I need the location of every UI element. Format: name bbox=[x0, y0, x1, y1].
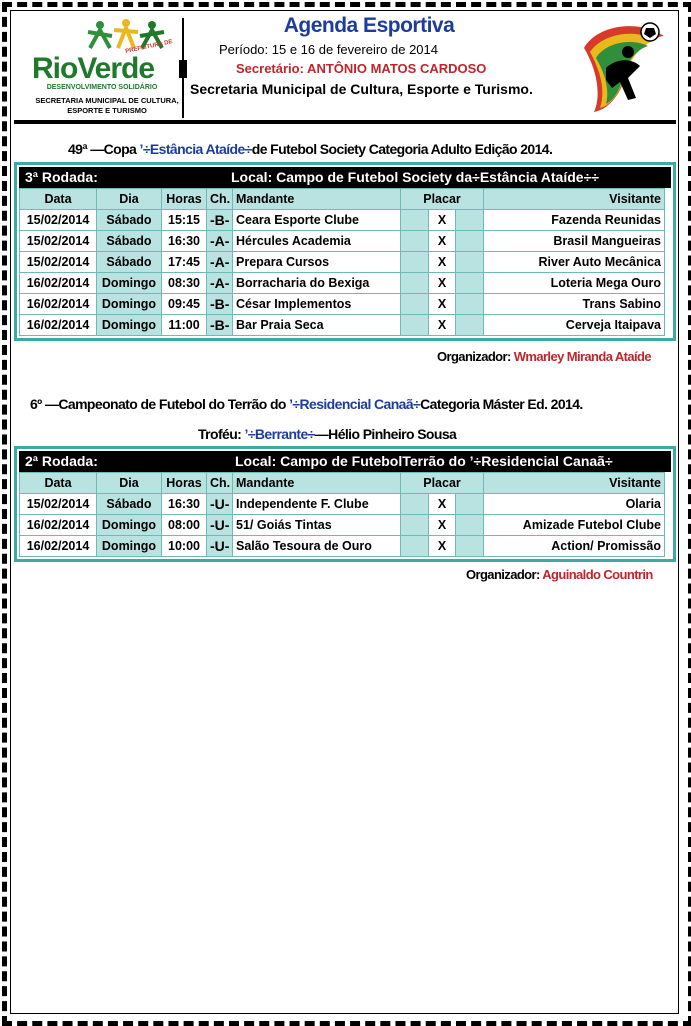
home-score bbox=[401, 294, 429, 315]
away-score bbox=[456, 210, 484, 231]
logo-secretaria-line2: ESPORTE E TURISMO bbox=[67, 106, 147, 115]
game-time: 16:30 bbox=[162, 231, 207, 252]
game-day: Sábado bbox=[97, 231, 162, 252]
page-header bbox=[14, 14, 676, 120]
game-field: -U- bbox=[207, 536, 233, 557]
game-date: 16/02/2014 bbox=[20, 273, 97, 294]
home-score bbox=[401, 273, 429, 294]
game-date: 15/02/2014 bbox=[20, 494, 97, 515]
away-score bbox=[456, 515, 484, 536]
period-text: Período: 15 e 16 de fevereiro de 2014 bbox=[219, 42, 438, 57]
competition2-round-header bbox=[19, 451, 671, 472]
away-team: Action/ Promissão bbox=[484, 536, 665, 557]
competition2-title bbox=[30, 396, 583, 412]
col-dia: Dia bbox=[97, 189, 162, 210]
score-separator: X bbox=[428, 273, 456, 294]
game-day: Sábado bbox=[97, 252, 162, 273]
game-date: 16/02/2014 bbox=[20, 536, 97, 557]
competition1-round: 3ª Rodada: bbox=[25, 169, 98, 185]
trophy-honoree: —Hélio Pinheiro Sousa bbox=[314, 426, 457, 442]
competition2-organizer bbox=[466, 567, 653, 582]
score-separator: X bbox=[428, 515, 456, 536]
away-team: River Auto Mecânica bbox=[484, 252, 665, 273]
competition1-table bbox=[14, 162, 676, 341]
game-field: -B- bbox=[207, 294, 233, 315]
competition1-title-venue: ’÷Estância Ataíde÷ bbox=[139, 141, 252, 157]
soccer-player-icon bbox=[576, 18, 672, 114]
home-team: César Implementos bbox=[233, 294, 401, 315]
competition1-games bbox=[19, 188, 665, 336]
home-team: Prepara Cursos bbox=[233, 252, 401, 273]
game-field: -B- bbox=[207, 210, 233, 231]
trophy-name: ’÷Berrante÷ bbox=[244, 426, 315, 442]
game-field: -A- bbox=[207, 252, 233, 273]
header-rule bbox=[14, 120, 676, 124]
competition2-round: 2ª Rodada: bbox=[25, 453, 98, 469]
table-row bbox=[20, 536, 665, 557]
away-score bbox=[456, 315, 484, 336]
home-team: Ceara Esporte Clube bbox=[233, 210, 401, 231]
away-team: Trans Sabino bbox=[484, 294, 665, 315]
logo-prefeitura-text: PREFEITURA DE bbox=[124, 39, 174, 55]
competition1-title-suffix: de Futebol Society Categoria Adulto Edição 2014. bbox=[251, 141, 553, 157]
game-field: -U- bbox=[207, 515, 233, 536]
col-mandante: Mandante bbox=[233, 189, 401, 210]
home-score bbox=[401, 515, 429, 536]
col-ch: Ch. bbox=[207, 189, 233, 210]
away-team: Brasil Mangueiras bbox=[484, 231, 665, 252]
score-separator: X bbox=[428, 294, 456, 315]
competition2-table bbox=[14, 446, 676, 562]
score-separator: X bbox=[428, 210, 456, 231]
soccer-player-logo bbox=[576, 18, 672, 114]
table-row bbox=[20, 252, 665, 273]
game-date: 16/02/2014 bbox=[20, 515, 97, 536]
col-horas: Horas bbox=[162, 189, 207, 210]
col-mandante: Mandante bbox=[233, 473, 401, 494]
away-score bbox=[456, 231, 484, 252]
game-time: 17:45 bbox=[162, 252, 207, 273]
game-time: 08:00 bbox=[162, 515, 207, 536]
game-time: 08:30 bbox=[162, 273, 207, 294]
competition2-title-prefix: 6º —Campeonato de Futebol do Terrão do bbox=[30, 396, 290, 412]
away-team: Loteria Mega Ouro bbox=[484, 273, 665, 294]
game-field: -B- bbox=[207, 315, 233, 336]
home-team: Bar Praia Seca bbox=[233, 315, 401, 336]
game-field: -U- bbox=[207, 494, 233, 515]
home-score bbox=[401, 252, 429, 273]
table-row bbox=[20, 273, 665, 294]
game-date: 16/02/2014 bbox=[20, 315, 97, 336]
organizer-label: Organizador: bbox=[466, 567, 543, 582]
score-separator: X bbox=[428, 231, 456, 252]
game-day: Sábado bbox=[97, 494, 162, 515]
away-score bbox=[456, 536, 484, 557]
competition2-location: Local: Campo de FutebolTerrão do ’÷Residencial Canaã÷ bbox=[235, 453, 613, 469]
home-score bbox=[401, 536, 429, 557]
table-row bbox=[20, 294, 665, 315]
competition1-round-header bbox=[19, 167, 671, 188]
home-score bbox=[401, 231, 429, 252]
game-date: 15/02/2014 bbox=[20, 210, 97, 231]
logo-secretaria-line1: SECRETARIA MUNICIPAL DE CULTURA, bbox=[35, 96, 179, 105]
game-time: 15:15 bbox=[162, 210, 207, 231]
col-data: Data bbox=[20, 189, 97, 210]
home-team: 51/ Goiás Tintas bbox=[233, 515, 401, 536]
game-date: 16/02/2014 bbox=[20, 294, 97, 315]
away-team: Amizade Futebol Clube bbox=[484, 515, 665, 536]
organizer-name: Wmarley Miranda Ataíde bbox=[513, 349, 652, 364]
home-score bbox=[401, 494, 429, 515]
score-separator: X bbox=[428, 494, 456, 515]
col-ch: Ch. bbox=[207, 473, 233, 494]
col-visitante: Visitante bbox=[484, 189, 665, 210]
logo-secretaria bbox=[32, 96, 182, 116]
away-score bbox=[456, 273, 484, 294]
game-date: 15/02/2014 bbox=[20, 252, 97, 273]
column-header-row bbox=[20, 473, 665, 494]
away-score bbox=[456, 294, 484, 315]
game-day: Domingo bbox=[97, 515, 162, 536]
home-team: Hércules Academia bbox=[233, 231, 401, 252]
competition1-location: Local: Campo de Futebol Society da÷Estância Ataíde÷÷ bbox=[231, 169, 599, 185]
organizer-label: Organizador: bbox=[437, 349, 514, 364]
game-time: 11:00 bbox=[162, 315, 207, 336]
col-dia: Dia bbox=[97, 473, 162, 494]
away-score bbox=[456, 252, 484, 273]
score-separator: X bbox=[428, 536, 456, 557]
table-row bbox=[20, 210, 665, 231]
game-time: 16:30 bbox=[162, 494, 207, 515]
game-time: 09:45 bbox=[162, 294, 207, 315]
rio-verde-logo bbox=[24, 18, 184, 118]
competition2-trophy bbox=[198, 426, 456, 442]
column-header-row bbox=[20, 189, 665, 210]
game-day: Sábado bbox=[97, 210, 162, 231]
trophy-label: Troféu: bbox=[198, 426, 245, 442]
home-team: Borracharia do Bexiga bbox=[233, 273, 401, 294]
away-team: Cerveja Itaipava bbox=[484, 315, 665, 336]
competition2-title-suffix: Categoria Máster Ed. 2014. bbox=[420, 396, 583, 412]
secretary-name: Secretário: ANTÔNIO MATOS CARDOSO bbox=[236, 61, 487, 76]
competition2-games bbox=[19, 472, 665, 557]
col-placar: Placar bbox=[401, 473, 484, 494]
home-score bbox=[401, 210, 429, 231]
game-field: -A- bbox=[207, 231, 233, 252]
home-team: Salão Tesoura de Ouro bbox=[233, 536, 401, 557]
header-divider-knob bbox=[179, 60, 187, 78]
competition1-title bbox=[68, 141, 552, 157]
competition1-organizer bbox=[437, 349, 651, 364]
game-date: 15/02/2014 bbox=[20, 231, 97, 252]
game-day: Domingo bbox=[97, 294, 162, 315]
game-time: 10:00 bbox=[162, 536, 207, 557]
col-visitante: Visitante bbox=[484, 473, 665, 494]
score-separator: X bbox=[428, 315, 456, 336]
col-data: Data bbox=[20, 473, 97, 494]
table-row bbox=[20, 315, 665, 336]
home-score bbox=[401, 315, 429, 336]
game-day: Domingo bbox=[97, 273, 162, 294]
game-field: -A- bbox=[207, 273, 233, 294]
page-title: Agenda Esportiva bbox=[283, 14, 455, 37]
home-team: Independente F. Clube bbox=[233, 494, 401, 515]
game-day: Domingo bbox=[97, 536, 162, 557]
table-row bbox=[20, 515, 665, 536]
table-row bbox=[20, 231, 665, 252]
away-team: Olaria bbox=[484, 494, 665, 515]
secretariat-name: Secretaria Municipal de Cultura, Esporte e Turismo. bbox=[190, 81, 533, 97]
score-separator: X bbox=[428, 252, 456, 273]
organizer-name: Aguinaldo Countrin bbox=[542, 567, 653, 582]
competition1-title-prefix: 49ª —Copa bbox=[68, 141, 140, 157]
logo-city-name: RioVerde bbox=[32, 52, 155, 85]
col-horas: Horas bbox=[162, 473, 207, 494]
table-row bbox=[20, 494, 665, 515]
competition2-title-venue: ’÷Residencial Canaã÷ bbox=[289, 396, 421, 412]
logo-tagline: DESENVOLVIMENTO SOLIDÁRIO bbox=[46, 84, 158, 91]
game-day: Domingo bbox=[97, 315, 162, 336]
away-team: Fazenda Reunidas bbox=[484, 210, 665, 231]
away-score bbox=[456, 494, 484, 515]
col-placar: Placar bbox=[401, 189, 484, 210]
